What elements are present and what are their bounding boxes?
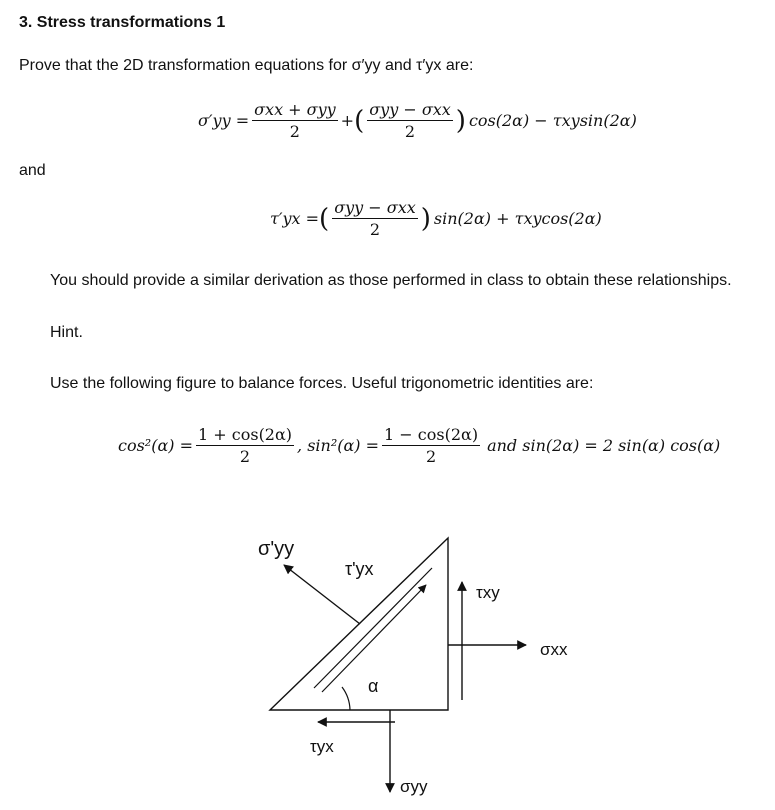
eq1-fraction-2	[367, 100, 453, 141]
sigma-prime-yy-label: σ'yy	[258, 538, 295, 560]
cos-squared-denominator: 2	[239, 447, 251, 466]
cos-squared-numerator: 1 + cos(2α)	[198, 425, 293, 444]
sigma-yy-label: σyy	[400, 777, 428, 796]
eq2-lhs: τ′yx =	[270, 209, 320, 228]
and-label: and	[19, 162, 46, 179]
eq1-tail: cos(2α) − τxysin(2α)	[468, 111, 637, 130]
section-heading: 3. Stress transformations 1	[19, 14, 226, 31]
eq2-denominator: 2	[369, 220, 381, 239]
equation-tau-yx: τ′yx = ( $\frac{\text{σyy − σxx}}{2}$ ) sin(2α) + τxycos(2α)	[270, 198, 602, 239]
tau-prime-yx-label: τ'yx	[345, 559, 374, 579]
tau-xy-label: τxy	[476, 583, 500, 602]
sin-squared-fraction	[382, 425, 480, 466]
hint-label: Hint.	[50, 324, 83, 341]
eq1-frac2-numerator: σyy − σxx	[369, 100, 451, 119]
eq2-numerator: σyy − σxx	[334, 198, 416, 217]
cos-squared-lhs: cos²(α) =	[118, 436, 193, 455]
eq2-tail: sin(2α) + τxycos(2α)	[433, 209, 602, 228]
alpha-label: α	[368, 676, 379, 696]
stress-element-figure	[0, 520, 775, 810]
eq1-frac1-numerator: σxx + σyy	[254, 100, 336, 119]
sigma-xx-label: σxx	[540, 640, 568, 659]
hypotenuse-inner-line-a	[314, 568, 432, 688]
cos-squared-fraction	[196, 425, 294, 466]
hint-text: Use the following figure to balance forces. Useful trigonometric identities are:	[50, 375, 594, 392]
sin-squared-numerator: 1 − cos(2α)	[384, 425, 479, 444]
eq1-frac1-denominator: 2	[289, 122, 300, 141]
equation-sigma-yy: σ′yy = $\frac{\text{σxx + σyy}}{2}$ + ( $\frac{\text{σyy − σxx}}{2}$ ) cos(2α) − τxysin(2α)	[198, 100, 637, 141]
sin-squared-lhs: , sin²(α) =	[297, 436, 380, 455]
trig-identities	[118, 425, 720, 466]
eq1-lhs: σ′yy =	[198, 111, 250, 130]
eq1-fraction-1	[252, 100, 338, 141]
eq1-plus: +	[340, 111, 355, 130]
double-angle-identity: and sin(2α) = 2 sin(α) cos(α)	[487, 436, 721, 455]
eq2-fraction	[332, 198, 418, 239]
intro-text: Prove that the 2D transformation equations for σ′yy and τ′yx are:	[19, 57, 474, 74]
tau-yx-label: τyx	[310, 737, 334, 756]
derivation-note: You should provide a similar derivation as those performed in class to obtain these relationships.	[50, 272, 732, 289]
alpha-angle-arc	[342, 687, 350, 710]
sin-squared-denominator: 2	[425, 447, 437, 466]
eq1-frac2-denominator: 2	[404, 122, 416, 141]
